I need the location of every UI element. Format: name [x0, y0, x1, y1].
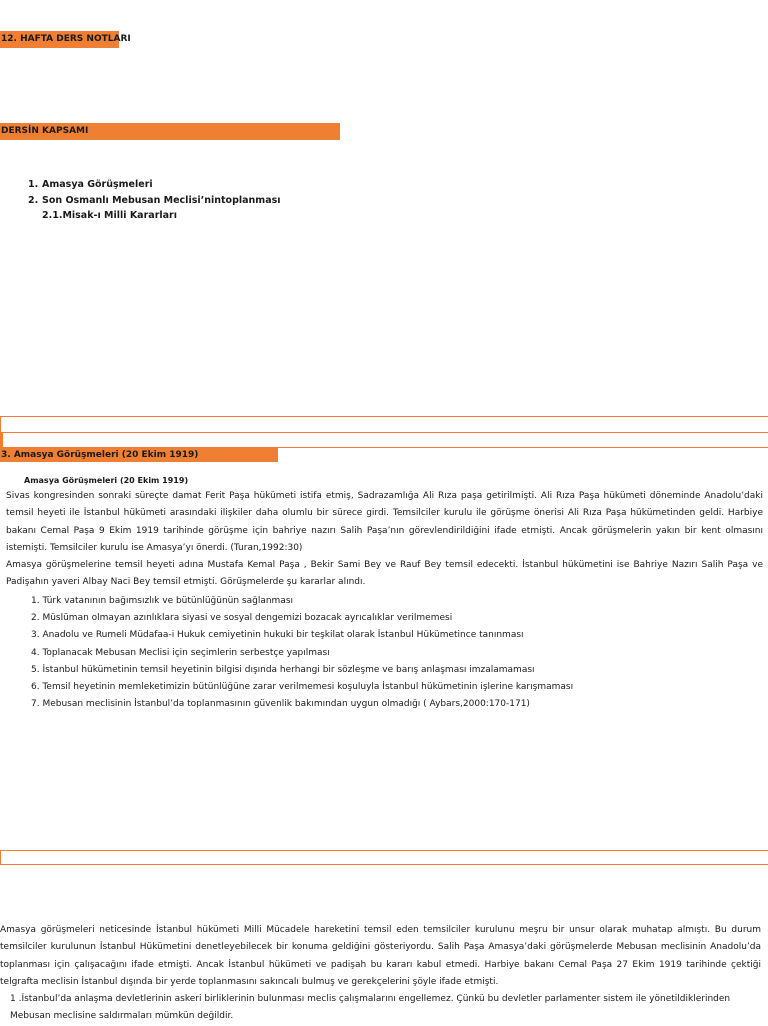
toc-item [28, 177, 428, 193]
toc-item [28, 208, 428, 224]
empty-table-row [0, 416, 768, 433]
section-heading: 3. Amasya Görüşmeleri (20 Ekim 1919) [0, 448, 278, 462]
body-paragraph: Amasya görüşmeleri neticesinde İstanbul hükümeti Milli Mücadele hareketini temsil eden temsilciler kurulunu meşru bir unsur olarak muhatap almıştı. Bu durum temsilciler kurulunun İstanbul Hükümetini denetleyebilecek bir konuma geldiğini gösteriyordu. Salih Paşa Amasya’daki görüşmelerde Mebusan meclisinin Anadolu’da toplanması için çalışacağını ifade etmişti. Ancak İstanbul hükümeti ve padişah bu kararı kabul etmedi. Harbiye bakanı Cemal Paşa 27 Ekim 1919 tarihinde çektiği telgrafta meclisin İstanbul dışında bir yerde toplanmasını sakıncalı bulmuş ve gerekçelerini şöyle ifade etmişti. [0, 925, 761, 987]
row-marker [0, 433, 3, 448]
toc-label: 2.1.Misak-ı Milli Kararları [42, 210, 177, 221]
reason-item-continued: Mebusan meclisine saldırmaları mümkün değildir. [10, 1011, 234, 1022]
list-item: 7. Mebusan meclisinin İstanbul’da toplanmasının güvenlik bakımından uygun olmadığı ( Aybars,2000:170-171) [31, 699, 530, 710]
section-subheading: Amasya Görüşmeleri (20 Ekim 1919) [24, 476, 189, 485]
table-of-contents [28, 177, 428, 224]
empty-table-row [0, 850, 768, 865]
list-item: 6. Temsil heyetinin memleketimizin bütünlüğüne zarar verilmemesi koşuluyla İstanbul hükümetinin işlerine karışmaması [31, 682, 574, 693]
section-body [6, 488, 763, 592]
reason-item: 1 .İstanbul’da anlaşma devletlerinin askeri birliklerinin bulunması meclis çalışmalarını engellemez. Çünkü bu devletler parlamenter sistem ile yönetildiklerinden [10, 994, 731, 1005]
week-title: 12. HAFTA DERS NOTLARI [0, 31, 119, 48]
decisions-list [31, 593, 761, 713]
toc-number: 1. [28, 179, 39, 190]
toc-label: Son Osmanlı Mebusan Meclisi’nintoplanması [42, 194, 281, 206]
body-paragraph: Sivas kongresinden sonraki süreçte damat Ferit Paşa hükümeti istifa etmiş, Sadrazamlığa Ali Rıza paşa getirilmişti. Ali Rıza Paşa hükümeti döneminde Anadolu’daki temsil heyeti ile İstanbul hükümeti arasındaki ilişkiler daha olumlu bir sürece girdi. Temsilciler kurulu ile görüşme önerisi Ali Rıza Paşa hükümetinden geldi. Harbiye bakanı Cemal Paşa 9 Ekim 1919 tarihinde görüşme için bahriye nazırı Salih Paşa’nın görevlendirildiğini ifade etmişti. Ancak görüşmelerin yakın bir kent olmasını istemişti. Temsilciler kurulu ise Amasya’yı önerdi. (Turan,1992:30) [6, 491, 763, 553]
scope-title: DERSİN KAPSAMI [0, 123, 340, 140]
toc-label: Amasya Görüşmeleri [42, 179, 153, 190]
list-item: 3. Anadolu ve Rumeli Müdafaa-i Hukuk cemiyetinin hukuki bir teşkilat olarak İstanbul Hükümetince tanınması [31, 630, 524, 641]
list-item: 4. Toplanacak Mebusan Meclisi için seçimlerin serbestçe yapılması [31, 647, 330, 658]
closing-section [0, 922, 761, 1026]
body-paragraph: Amasya görüşmelerine temsil heyeti adına Mustafa Kemal Paşa , Bekir Sami Bey ve Rauf Bey temsil edecekti. İstanbul hükümetini ise Bahriye Nazırı Salih Paşa ve Padişahın yaveri Albay Naci Bey temsil etmişti. Görüşmelerde şu kararlar alındı. [6, 560, 763, 588]
list-item: 2. Müslüman olmayan azınlıklara siyasi ve sosyal dengemizi bozacak ayrıcalıklar verilmemesi [31, 613, 453, 624]
toc-number: 2. [28, 194, 39, 206]
list-item: 5. İstanbul hükümetinin temsil heyetinin bilgisi dışında herhangi bir sözleşme ve barış anlaşması imzalamaması [31, 664, 535, 675]
toc-item [28, 193, 428, 209]
list-item: 1. Türk vatanının bağımsızlık ve bütünlüğünün sağlanması [31, 596, 294, 606]
empty-table-row [0, 433, 768, 448]
